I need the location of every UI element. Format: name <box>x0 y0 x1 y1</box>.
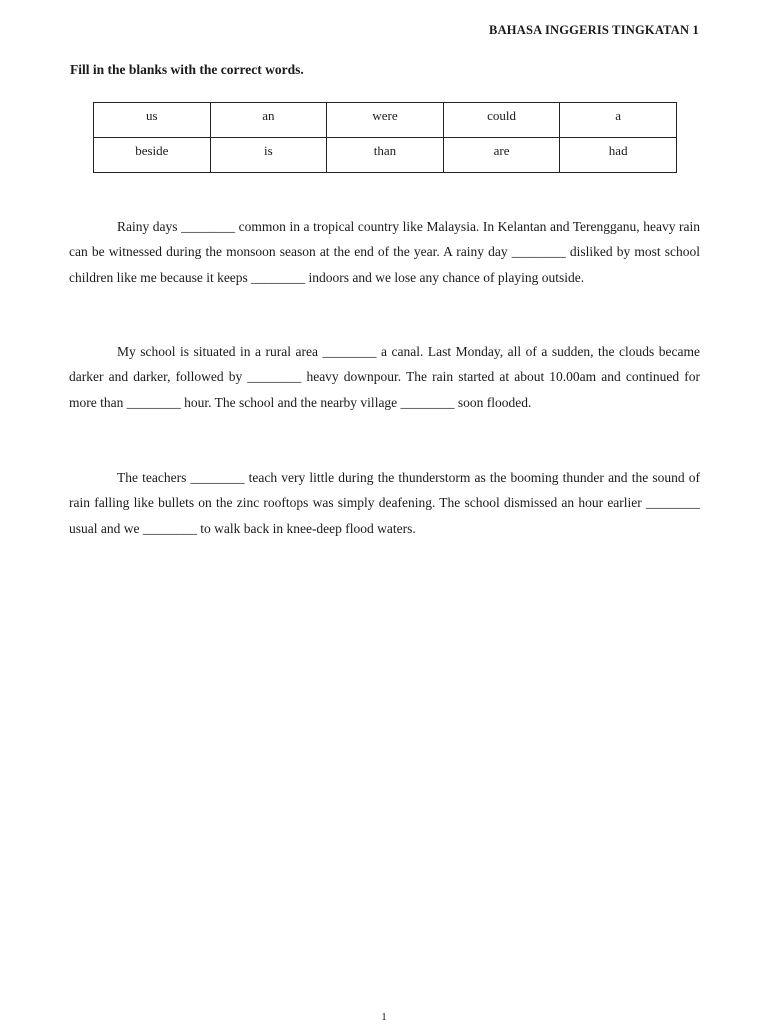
paragraph-3-text: The teachers ________ teach very little during the thunderstorm as the booming thunder and the sound of rain falling like bullets on the zinc rooftops was simply deafening. The school dismissed an hour earlier ________ usual and we ________ to walk back in knee-deep flood waters. <box>69 470 700 536</box>
word-bank-cell: could <box>443 103 560 138</box>
word-bank-cell: an <box>210 103 327 138</box>
page-number: 1 <box>381 1011 387 1023</box>
passage-paragraph-1 <box>69 214 700 290</box>
word-bank-cell: are <box>443 138 560 173</box>
passage-paragraph-2 <box>69 339 700 415</box>
word-bank-row <box>94 103 677 138</box>
passage-paragraph-3 <box>69 465 700 541</box>
instruction-text: Fill in the blanks with the correct words. <box>70 62 304 77</box>
word-bank-cell: is <box>210 138 327 173</box>
word-bank-table <box>93 102 677 173</box>
word-bank-cell: a <box>560 103 677 138</box>
paragraph-2-text: My school is situated in a rural area ________ a canal. Last Monday, all of a sudden, the clouds became darker and darker, followed by ________ heavy downpour. The rain started at about 10.00am and continued for more than ________ hour. The school and the nearby village ________ soon flooded. <box>69 344 700 410</box>
word-bank-cell: beside <box>94 138 211 173</box>
word-bank-cell: had <box>560 138 677 173</box>
document-header-title: BAHASA INGGERIS TINGKATAN 1 <box>489 23 699 37</box>
word-bank-row <box>94 138 677 173</box>
word-bank-cell: us <box>94 103 211 138</box>
word-bank-cell: than <box>327 138 444 173</box>
paragraph-1-text: Rainy days ________ common in a tropical country like Malaysia. In Kelantan and Terengganu, heavy rain can be witnessed during the monsoon season at the end of the year. A rainy day ________ disliked by most school children like me because it keeps ________ indoors and we lose any chance of playing outside. <box>69 219 700 285</box>
word-bank-cell: were <box>327 103 444 138</box>
